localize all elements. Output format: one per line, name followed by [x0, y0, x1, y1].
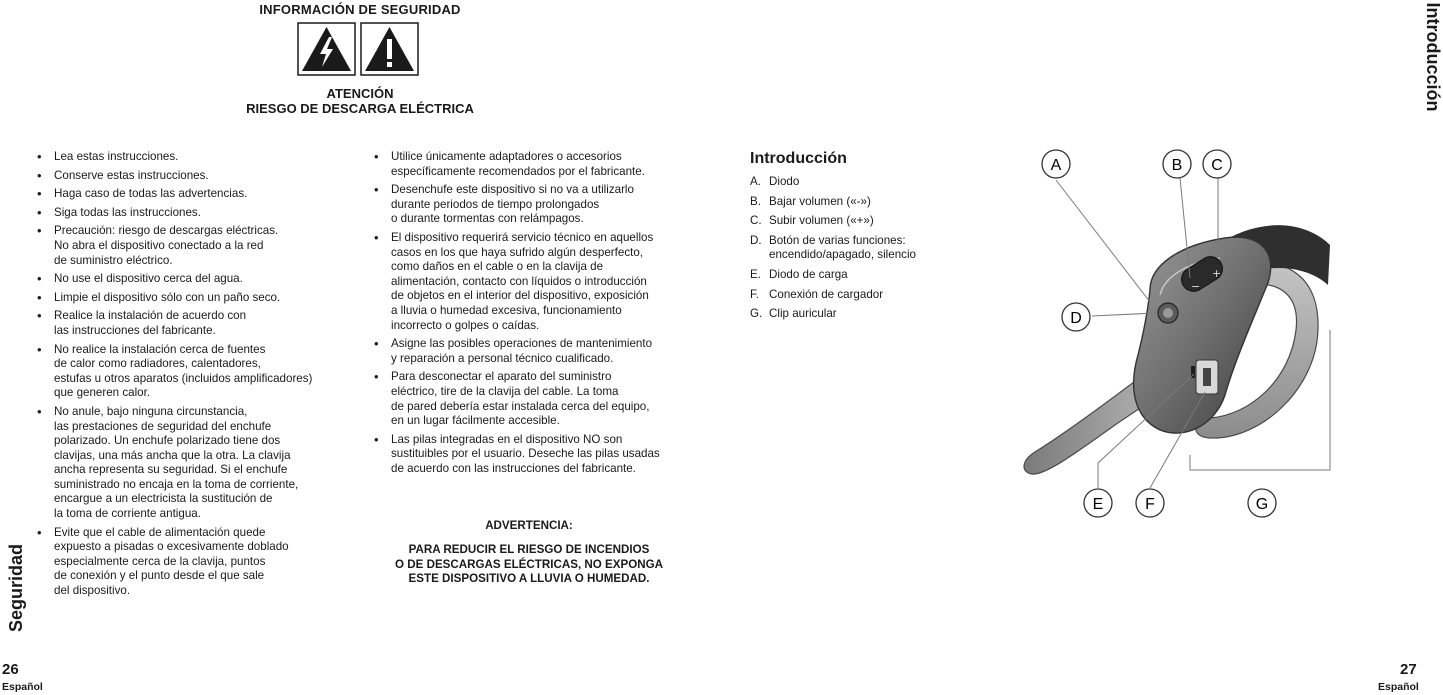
svg-text:D: D — [1070, 310, 1082, 327]
intro-text: Conexión de cargador — [769, 287, 884, 301]
callout-e — [1084, 489, 1112, 517]
svg-text:E: E — [1092, 496, 1104, 513]
intro-letter: D. — [750, 233, 762, 247]
intro-text: Bajar volumen («-») — [769, 194, 871, 208]
list-item: • No use el dispositivo cerca del agua. — [37, 272, 357, 287]
svg-text:G: G — [1255, 496, 1269, 513]
svg-text:+: + — [1212, 267, 1222, 280]
callout-b — [1163, 150, 1191, 178]
svg-text:A: A — [1050, 157, 1062, 174]
callout-d — [1062, 303, 1090, 331]
page-number-right: 27 — [1400, 661, 1417, 678]
intro-item-a — [750, 175, 990, 190]
warning-icons — [297, 22, 419, 76]
intro-text: Diodo — [769, 175, 800, 188]
safety-list-right — [374, 150, 704, 480]
attention-heading — [150, 86, 570, 116]
intro-item-b — [750, 195, 990, 210]
intro-item-d — [750, 234, 990, 263]
callout-f — [1136, 489, 1164, 517]
callout-a — [1042, 150, 1070, 178]
list-item: • Haga caso de todas las advertencias. — [37, 187, 357, 202]
headset-illustration — [1000, 140, 1400, 530]
intro-letter: B. — [750, 194, 761, 208]
side-label-right: Introducción — [1423, 2, 1443, 112]
page-language-left: Español — [2, 681, 43, 693]
intro-list — [750, 175, 990, 327]
list-item: • Limpie el dispositivo sólo con un paño seco. — [37, 291, 357, 306]
intro-text: Subir volumen («+») — [769, 214, 874, 228]
intro-letter: E. — [750, 267, 761, 281]
risk-label: RIESGO DE DESCARGA ELÉCTRICA — [246, 101, 474, 116]
intro-text: Diodo de carga — [769, 267, 848, 281]
intro-text: Clip auricular — [769, 307, 837, 321]
intro-item-g — [750, 307, 990, 322]
list-item: • No realice la instalación cerca de fuentes de calor como radiadores, calentadores, estufas u otros aparatos (incluidos amplificadores) que generen calor. — [37, 343, 357, 401]
callout-c — [1203, 150, 1231, 178]
intro-letter: F. — [750, 287, 760, 301]
intro-letter: G. — [750, 307, 763, 321]
warning-body: PARA REDUCIR EL RIESGO DE INCENDIOS O DE DESCARGAS ELÉCTRICAS, NO EXPONGA ESTE DISPOSITIVO A LLUVIA O HUMEDAD. — [395, 543, 663, 586]
exclamation-warning-icon — [361, 23, 418, 75]
svg-text:B: B — [1171, 157, 1183, 174]
intro-letter: C. — [750, 214, 762, 228]
warning-title: ADVERTENCIA: — [485, 519, 573, 532]
list-item: • Para desconectar el aparato del suministro eléctrico, tire de la clavija del cable. La toma de pared debería estar instalada cerca del equipo, en un lugar fácilmente accesible. — [374, 370, 704, 428]
safety-list-left — [37, 150, 357, 603]
list-item: • Las pilas integradas en el dispositivo NO son sustituibles por el usuario. Deseche las pilas usadas de acuerdo con las instrucciones del fabricante. — [374, 433, 704, 477]
lightning-warning-icon — [298, 23, 355, 75]
list-item: • Asigne las posibles operaciones de mantenimiento y reparación a personal técnico cualificado. — [374, 337, 704, 366]
list-item: • Realice la instalación de acuerdo con las instrucciones del fabricante. — [37, 309, 357, 338]
list-item: • No anule, bajo ninguna circunstancia, las prestaciones de seguridad del enchufe polarizado. Un enchufe polarizado tiene dos clavijas, una más ancha que la otra. La clavija ancha representa su seguridad. Si el enchufe suministrado no encaja en la toma de corriente, encargue a un electricista la sustitución de la toma de corriente antigua. — [37, 405, 357, 522]
list-item: • Utilice únicamente adaptadores o accesorios específicamente recomendados por el fabricante. — [374, 150, 704, 179]
svg-text:C: C — [1211, 157, 1223, 174]
page-number-left: 26 — [2, 661, 19, 678]
list-item: • Precaución: riesgo de descargas eléctricas. No abra el dispositivo conectado a la red de suministro eléctrico. — [37, 224, 357, 268]
svg-text:F: F — [1145, 496, 1155, 513]
callout-g — [1248, 489, 1276, 517]
intro-letter: A. — [750, 175, 761, 188]
list-item: • Siga todas las instrucciones. — [37, 206, 357, 221]
intro-text: Botón de varias funciones: encendido/apagado, silencio — [769, 233, 916, 262]
intro-title: Introducción — [750, 150, 847, 167]
intro-item-f — [750, 288, 990, 303]
page-language-right: Español — [1378, 681, 1419, 693]
safety-title: INFORMACIÓN DE SEGURIDAD — [259, 2, 461, 17]
list-item: • El dispositivo requerirá servicio técnico en aquellos casos en los que haya sufrido algún desperfecto, como daños en el cable o en la clavija de alimentación, contacto con líquidos o introducción de objetos en el interior del dispositivo, exposición a lluvia o humedad excesiva, funcionamiento incorrecto o golpes o caídas. — [374, 231, 704, 333]
list-item: • Lea estas instrucciones. — [37, 150, 357, 165]
svg-text:−: − — [1191, 280, 1201, 293]
attention-label: ATENCIÓN — [326, 86, 394, 101]
multifunction-button — [1158, 303, 1178, 323]
intro-item-c — [750, 214, 990, 229]
charger-port — [1196, 360, 1218, 394]
list-item: • Desenchufe este dispositivo si no va a utilizarlo durante periodos de tiempo prolongados o durante tormentas con relámpagos. — [374, 183, 704, 227]
list-item: • Conserve estas instrucciones. — [37, 169, 357, 184]
intro-item-e — [750, 268, 990, 283]
side-label-left: Seguridad — [6, 544, 26, 633]
list-item: • Evite que el cable de alimentación quede expuesto a pisadas o excesivamente doblado especialmente cerca de la clavija, puntos de conexión y el punto desde el que sale del dispositivo. — [37, 526, 357, 599]
